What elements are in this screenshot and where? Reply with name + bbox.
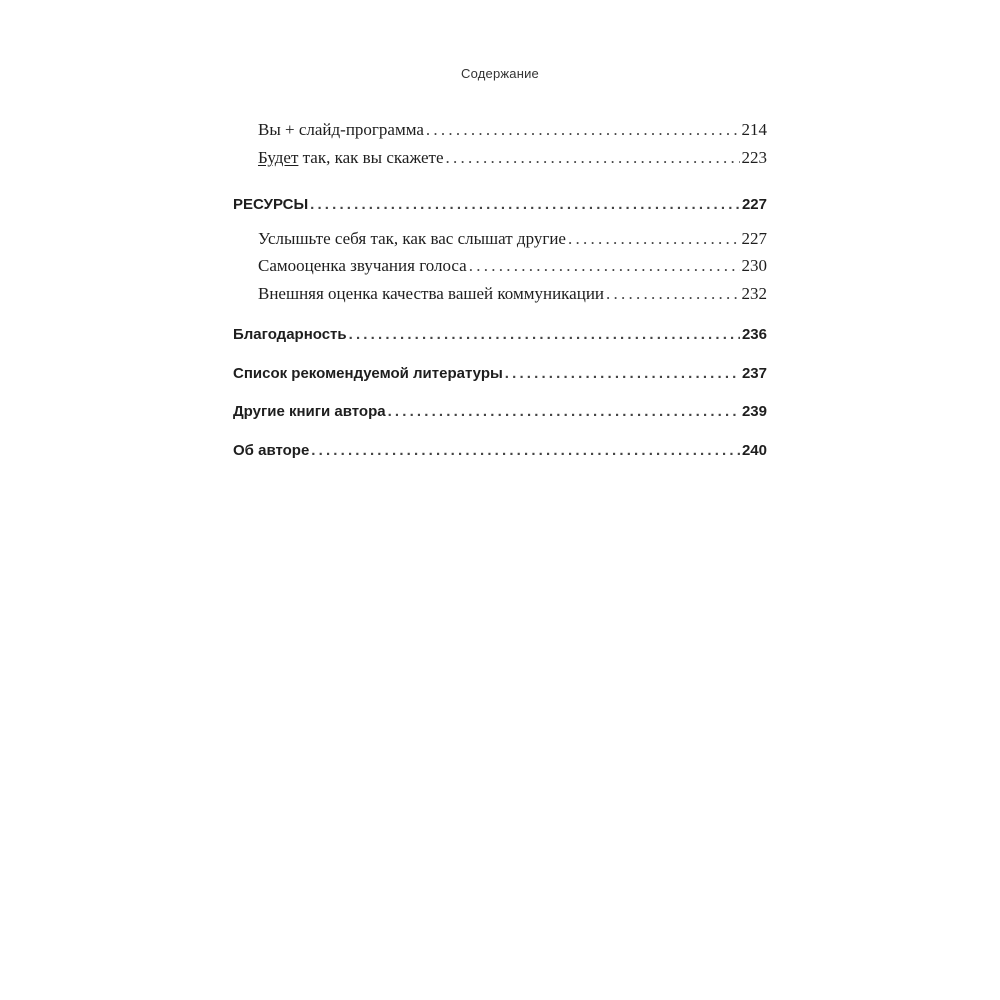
toc-entry-voice-self-assessment[interactable] — [258, 254, 767, 278]
toc-entry-page: 227 — [741, 229, 767, 248]
toc-entry-page: 230 — [741, 256, 767, 275]
toc-entry-hear-yourself[interactable] — [258, 227, 767, 251]
toc-entry-title: Об авторе — [233, 442, 310, 459]
dot-leader — [311, 439, 740, 463]
dot-leader — [426, 118, 740, 142]
toc-entry-page: 237 — [741, 365, 767, 382]
toc-entry-title: Самооценка звучания голоса — [258, 256, 467, 275]
toc-entry-page: 214 — [741, 120, 767, 139]
toc-entry-page: 223 — [741, 148, 767, 167]
dot-leader — [388, 400, 740, 424]
title-rest: так, как вы скажете — [298, 148, 444, 167]
toc-entry-title: Другие книги автора — [233, 403, 386, 420]
dot-leader — [310, 193, 740, 217]
toc-entry-page: 240 — [741, 442, 767, 459]
dot-leader — [349, 323, 740, 347]
toc-entry-title — [258, 146, 444, 170]
dot-leader — [505, 362, 740, 386]
toc-entry-title: РЕСУРСЫ — [233, 196, 309, 213]
toc-entry-page: 236 — [741, 326, 767, 343]
toc-entry-about-author[interactable] — [233, 439, 767, 463]
toc-entry-slide-program[interactable] — [258, 118, 767, 142]
toc-entry-external-assessment[interactable] — [258, 282, 767, 306]
dot-leader — [606, 282, 739, 306]
toc-entry-page: 227 — [741, 196, 767, 213]
toc-entry-page: 232 — [741, 284, 767, 303]
toc-entry-title: Внешняя оценка качества вашей коммуникации — [258, 284, 605, 303]
toc-entry-title: Благодарность — [233, 326, 347, 343]
dot-leader — [446, 146, 740, 170]
toc-entry-title: Вы + слайд-программа — [258, 120, 424, 139]
toc-entry-title: Список рекомендуемой литературы — [233, 365, 503, 382]
toc-entry-page: 239 — [741, 403, 767, 420]
toc-entry-resources[interactable] — [233, 193, 767, 217]
toc-entry-recommended-literature[interactable] — [233, 362, 767, 386]
running-header: Содержание — [461, 66, 539, 81]
dot-leader — [469, 254, 740, 278]
toc-entry-other-books[interactable] — [233, 400, 767, 424]
toc-entry-title: Услышьте себя так, как вас слышат другие — [258, 229, 566, 248]
underlined-word: Будет — [258, 148, 299, 167]
toc-entry-as-you-say[interactable] — [258, 146, 767, 170]
dot-leader — [568, 227, 740, 251]
toc-entry-acknowledgements[interactable] — [233, 323, 767, 347]
